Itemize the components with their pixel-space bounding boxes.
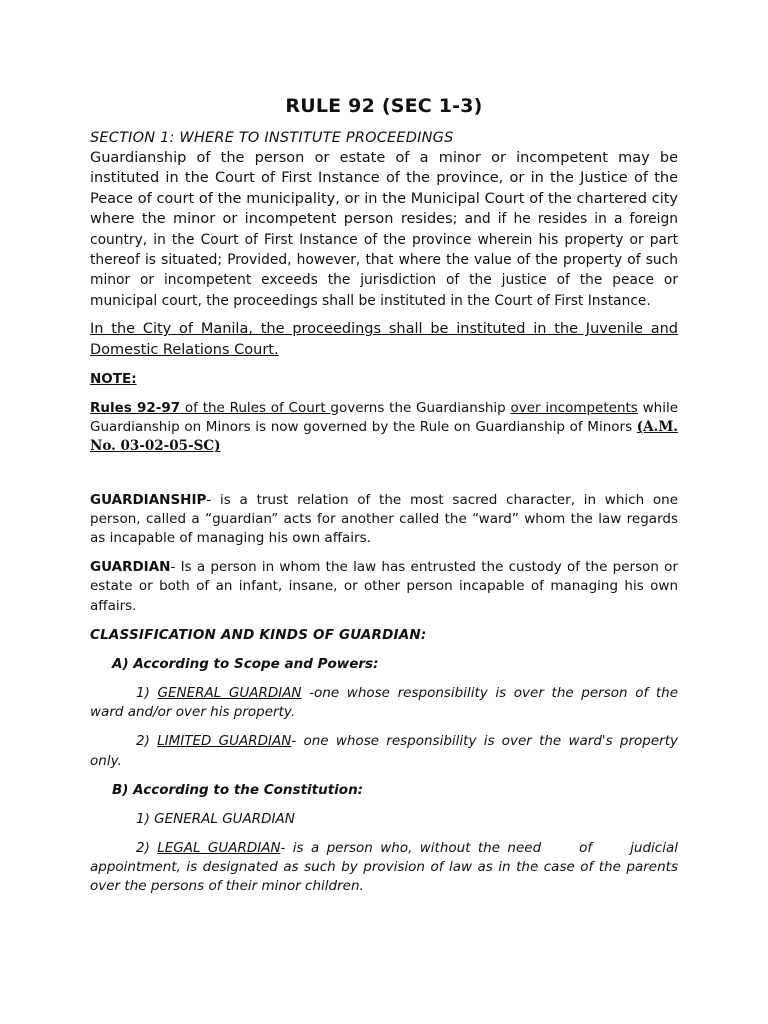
scope-heading: A) According to Scope and Powers: bbox=[112, 655, 379, 672]
scope-item-2-num: 2) bbox=[136, 733, 158, 750]
document-page bbox=[90, 92, 678, 907]
constitution-item-2-text-a: - is a person who, without the need bbox=[280, 839, 542, 856]
constitution-item-2-term: LEGAL GUARDIAN bbox=[157, 839, 281, 856]
rules-of-court: of the Rules of Court bbox=[180, 400, 331, 417]
section-1-body-part-b: and if he resides in a foreign country, in the Court of First Instance of the province wherein his property or part thereof is situated; Provided, however, that where the value of the property of such minor or incompetent exceeds the jurisdiction of the justice of the peace or municipal court, the proceedings shall be instituted in the Court of First Instance. bbox=[90, 211, 678, 309]
constitution-item-2-num: 2) bbox=[136, 839, 158, 856]
guardianship-text: - is a trust relation of the most sacred character, in which one person, called a “guardian” acts for another called the “ward” whom the law regards as incapable of managing his own affairs. bbox=[90, 491, 678, 547]
constitution-item-legal bbox=[90, 839, 678, 897]
manila-paragraph: In the City of Manila, the proceedings shall be instituted in the Juvenile and Domestic Relations Court. bbox=[90, 321, 678, 358]
constitution-heading: B) According to the Constitution: bbox=[112, 781, 364, 798]
guardian-text: - Is a person in whom the law has entrusted the custody of the person or estate or both of an infant, insane, or other person incapable of managing his own affairs. bbox=[90, 559, 678, 614]
guardian-term: GUARDIAN bbox=[90, 559, 171, 576]
guardianship-definition bbox=[90, 491, 678, 549]
scope-item-1-term: GENERAL GUARDIAN bbox=[157, 684, 302, 701]
rules-ref: Rules 92-97 bbox=[90, 400, 181, 417]
note-text-1: governs the Guardianship bbox=[330, 400, 511, 417]
scope-item-1-num: 1) bbox=[136, 684, 158, 701]
scope-item-2-text: - one whose responsibility is over the ward's property only. bbox=[90, 733, 678, 769]
scope-item-general bbox=[90, 684, 678, 722]
section-1-body-part-a: Guardianship of the person or estate of a minor or incompetent may be instituted in the Court of First Instance of the province, or in the Justice of the Peace of court of the municipality, or in the Municipal Court of the chartered city where the minor or incompetent person resides; bbox=[90, 150, 678, 228]
page-title: RULE 92 (SEC 1-3) bbox=[285, 95, 483, 117]
note-text-2: while Guardianship on Minors is now governed by the Rule on Guardianship of Minors bbox=[90, 400, 679, 436]
over-incompetents: over incompetents bbox=[510, 400, 638, 417]
classification-heading: CLASSIFICATION AND KINDS OF GUARDIAN: bbox=[90, 626, 427, 643]
section-1-body bbox=[90, 148, 678, 311]
note-paragraph bbox=[90, 399, 678, 457]
section-1-heading: SECTION 1: WHERE TO INSTITUTE PROCEEDINGS bbox=[90, 130, 454, 146]
scope-item-1-text: -one whose responsibility is over the person of the ward and/or over his property. bbox=[90, 684, 678, 721]
guardian-definition bbox=[90, 558, 678, 616]
scope-item-2-term: LIMITED GUARDIAN bbox=[157, 733, 292, 750]
constitution-item-2-of: of bbox=[579, 839, 593, 856]
constitution-item-general: 1) GENERAL GUARDIAN bbox=[136, 810, 295, 827]
am-ref: (A.M. No. 03-02-05-SC) bbox=[90, 419, 678, 455]
constitution-item-2-text-b: judicial appointment, is designated as such by provision of law as in the case of the parents over the persons of their minor children. bbox=[90, 839, 678, 895]
scope-item-limited bbox=[90, 732, 678, 770]
note-label: NOTE: bbox=[90, 371, 137, 388]
guardianship-term: GUARDIANSHIP bbox=[90, 491, 207, 508]
